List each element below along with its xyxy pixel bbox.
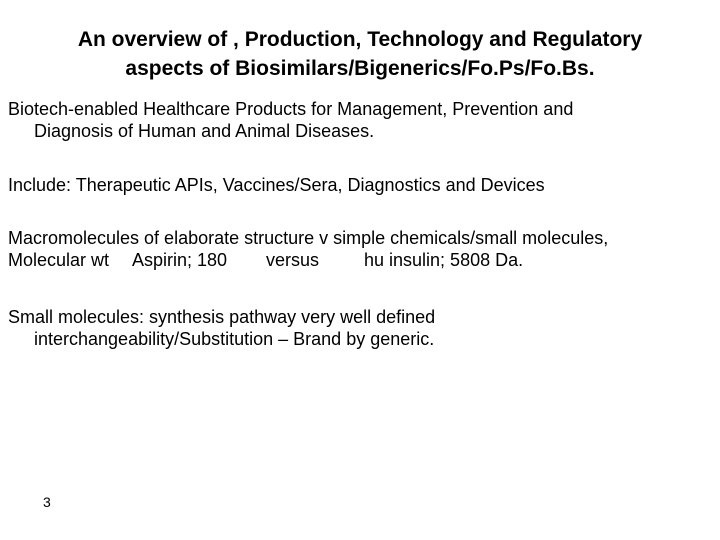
include-paragraph <box>8 174 708 196</box>
macromolecules-line-1: Macromolecules of elaborate structure v simple chemicals/small molecules, <box>8 228 609 248</box>
molecular-weight-label: Molecular wt <box>8 250 110 270</box>
definition-line-2: Diagnosis of Human and Animal Diseases. <box>34 121 375 141</box>
include-line: Include: Therapeutic APIs, Vaccines/Sera, Diagnostics and Devices <box>8 175 545 195</box>
small-molecules-line-2: interchangeability/Substitution – Brand by generic. <box>34 329 435 349</box>
slide-title-line-2: aspects of Biosimilars/Bigenerics/Fo.Ps/Fo.Bs. <box>125 57 595 80</box>
molecular-weight-line <box>8 249 708 271</box>
slide-title <box>20 25 700 83</box>
aspirin-weight: Aspirin; 180 <box>132 250 228 270</box>
small-molecules-paragraph <box>8 306 708 350</box>
versus-text: versus <box>266 250 320 270</box>
definition-paragraph <box>8 98 708 142</box>
page-number: 3 <box>43 494 51 510</box>
definition-line-1: Biotech-enabled Healthcare Products for Management, Prevention and <box>8 99 574 119</box>
slide-title-line-1: An overview of , Production, Technology and Regulatory <box>77 28 643 51</box>
macromolecules-paragraph <box>8 227 708 271</box>
small-molecules-line-1: Small molecules: synthesis pathway very well defined <box>8 307 436 327</box>
insulin-weight: hu insulin; 5808 Da. <box>364 250 524 270</box>
